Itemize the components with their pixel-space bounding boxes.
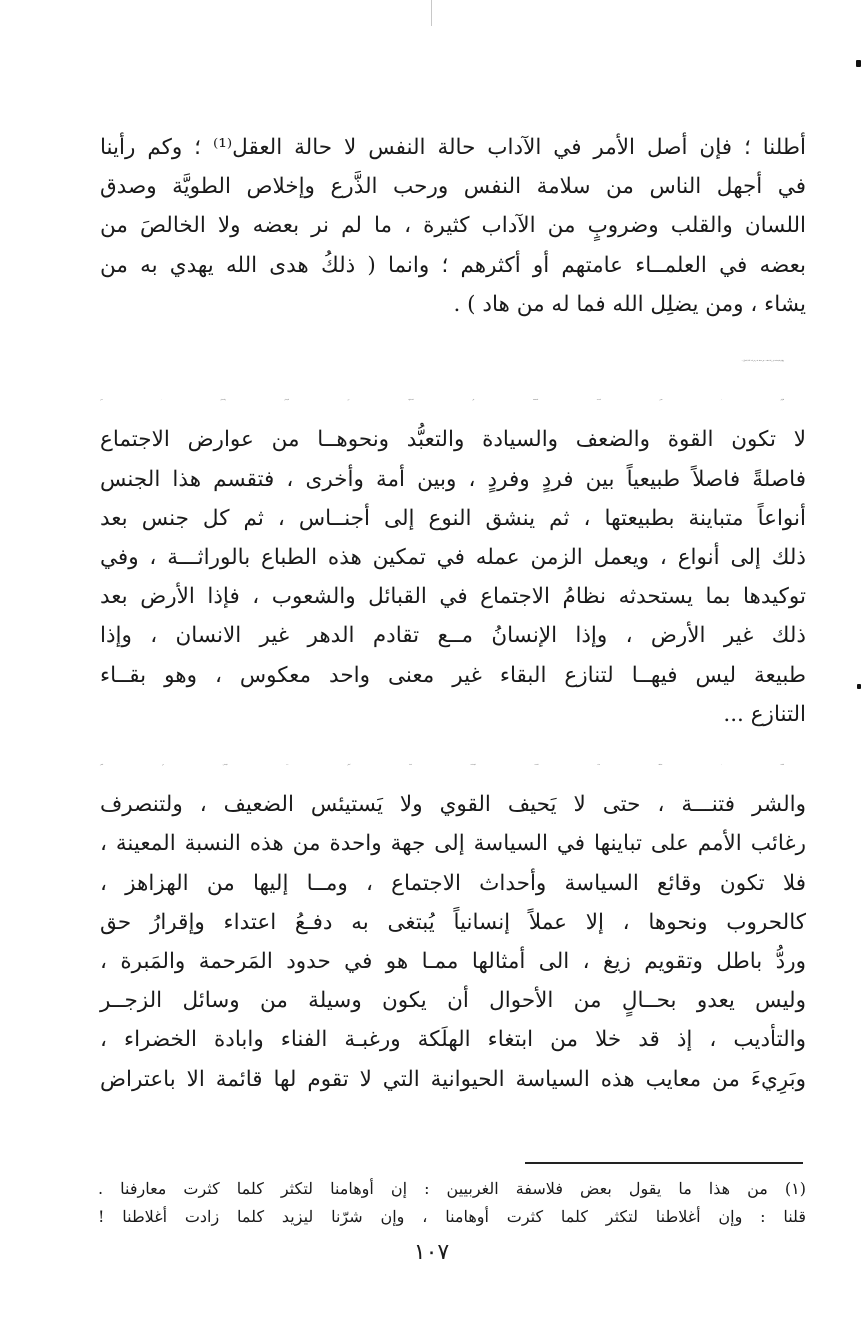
- text-line: اللسان والقلب وضروبٍ من الآداب كثيرة ، ما لم نر بعضه ولا الخالصَ من: [100, 213, 806, 239]
- text-line: الثانية : حياطة هذه النسبة الإنسانية فيما يُبتلى بــه الإنسان من الخير: [100, 765, 784, 767]
- text-line: ذلك غير الأرض ، وإذا الإنسانُ مــع تقادم الدهر غير الانسان ، وإذا: [100, 623, 806, 649]
- text-line: فلا تكون وقائع السياسة وأحداث الاجتماع ، ومــا إليها من الهزاهز ،: [100, 870, 806, 896]
- text-line: رغائب الأمم على تباينها في السياسة إلى جهة واحدة من هذه النسبة المعينة ،: [100, 831, 806, 857]
- text-line: وليس يعدو بحــالٍ من الأحوال أن يكون وسيلة من وسائل الزجــر: [100, 988, 806, 1014]
- text-line: ذلك إلى أنواع ، ويعمل الزمن عمله في تمكين هذه الطباع بالوراثـــة ، وفي: [100, 545, 806, 571]
- page-number: ١٠٧: [413, 1240, 450, 1265]
- text-line: أنواعاً متباينة بطبيعتها ، ثم ينشق النوع إلى أجنــاس ، ثم كل جنس بعد: [100, 505, 806, 531]
- scan-speck: [856, 60, 861, 67]
- text-line: وردُّ باطل وتقويم زيغ ، الى أمثالها ممـا هو في حدود المَرحمة والمَبرة ،: [100, 949, 806, 975]
- text-line: توكيدها بما يستحدثه نظامُ الاجتماع في القبائل والشعوب ، فإذا الأرض بعد: [100, 584, 806, 610]
- text-line: والتأديب ، إذ قد خلا من ابتغاء الهلَكة ورغبـة الفناء وابادة الخضراء ،: [100, 1027, 806, 1053]
- text-line: فاصلةً فاصلاً طبيعياً بين فردٍ وفردٍ ، وبين أمة وأخرى ، فتقسم هذا الجنس: [100, 466, 806, 492]
- text-line: وقِوام الإنسانية في رأينا بثلاث ، هي جملة ما ترمي اليه آدابُ القرآن :: [741, 361, 784, 363]
- text-line: في أجهل الناس من سلامة النفس ورحب الذَّرع وإخلاص الطويَّة وصدق: [100, 174, 806, 200]
- text-line: لا تكون القوة والضعف والسيادة والتعبُّد ونحوهــا من عوارض الاجتماع: [100, 427, 806, 453]
- text-line: بعضه في العلمــاء عامتهم أو أكثرهم ؛ وانما ( ذلكُ هدى الله يهدي به من: [100, 252, 806, 278]
- paragraph-first: [100, 381, 806, 734]
- paragraph-three-pillars: [100, 342, 806, 381]
- footnote: [98, 1175, 806, 1231]
- paragraph-intro: [100, 128, 806, 324]
- footnote-divider: [525, 1162, 803, 1164]
- text-line: أطلنا ؛ فإن أصل الأمر في الآداب حالة النفس لا حالة العقل⁽¹⁾ ؛ وكم رأينا: [100, 135, 806, 160]
- scan-speck: [857, 684, 861, 689]
- text-line: طبيعة ليس فيهــا لتنازع البقاء غير معنى واحد معكوس ، وهو بقــاء: [100, 662, 806, 688]
- text-line: يشاء ، ومن يضلِل الله فما له من هاد ) .: [453, 291, 806, 317]
- footnote-line: (١) من هذا ما يقول بعض فلاسفة الغربيين : إن أوهامنا لتكثر كلما كثرت معارفنا .: [98, 1179, 807, 1198]
- scan-fold-mark: [431, 0, 432, 26]
- text-line: والشر فتنـــة ، حتى لا يَحيف القوي ولا يَستيئس الضعيف ، ولتنصرف: [100, 792, 806, 818]
- text-line: وبَرِيءَ من معايب هذه السياسة الحيوانية التي لا تقوم لها قائمة الا باعتراض: [100, 1066, 806, 1092]
- footnote-line: قلنا : وإن أغلاطنا لتكثر كلما كثرت أوهامنا ، وإن شرّنا ليزيد كلما زادت أغلاطنا !: [98, 1207, 807, 1226]
- main-text: [100, 128, 806, 1099]
- text-line: التنازع ...: [723, 701, 806, 727]
- paragraph-second: [100, 746, 806, 1099]
- text-line: الأولى : تعيين النسبة الصحيحة في المساواة بين الإنسان والانسان ، حتى: [100, 400, 784, 402]
- text-line: كالحروب ونحوها ، إلا عملاً إنسانياً يُبتغى به دفـعُ اعتداء وإقرارُ حق: [100, 909, 806, 935]
